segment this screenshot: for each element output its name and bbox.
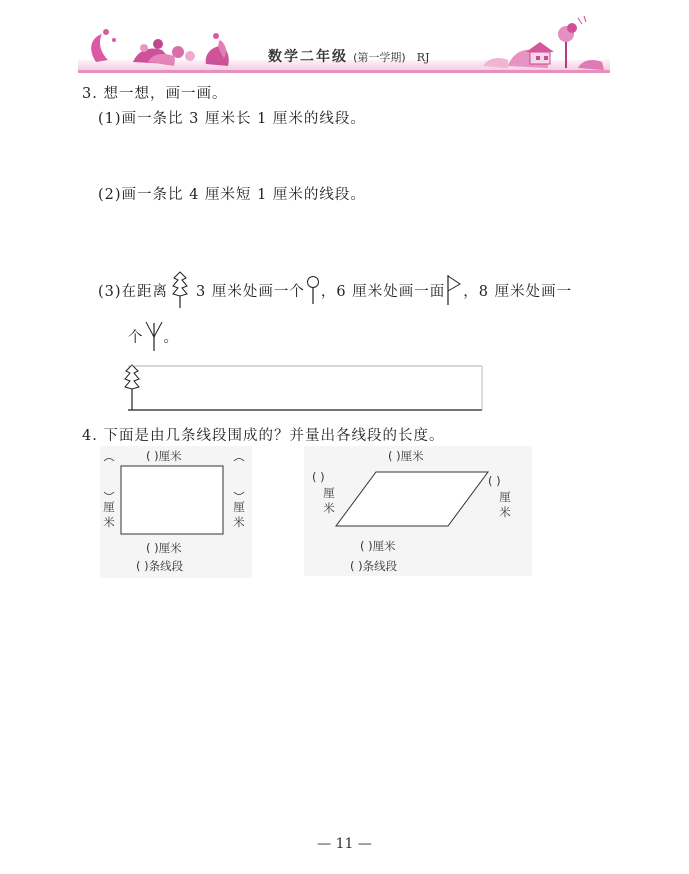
header-title-group <box>268 46 429 66</box>
para-bottom-label: ( )厘米 <box>360 539 396 553</box>
q3-part1: (1)画一条比 3 厘米长 1 厘米的线段。 <box>98 111 366 127</box>
q3-part2: (2)画一条比 4 厘米短 1 厘米的线段。 <box>98 187 366 203</box>
para-right-paren: ( ) <box>488 474 501 488</box>
rect-right-unit-2: 米 <box>233 515 245 529</box>
q3-drawing-area <box>118 360 488 416</box>
header-term: (第一学期) <box>353 51 406 64</box>
rect-left-unit-1: 厘 <box>103 500 115 514</box>
rect-figure <box>100 446 252 578</box>
q3-part3-line <box>98 270 572 310</box>
rect-count-label: ( )条线段 <box>136 559 184 573</box>
header-title: 数学二年级 <box>268 49 348 65</box>
para-left-unit <box>322 486 336 516</box>
para-top-label: ( )厘米 <box>388 449 424 463</box>
parallelogram-figure <box>304 446 532 576</box>
rect-right-unit <box>232 500 246 530</box>
q3-part3-e: 个 <box>128 329 144 346</box>
para-count-label: ( )条线段 <box>350 559 398 573</box>
q4-title: 4. 下面是由几条线段围成的？并量出各线段的长度。 <box>82 428 445 444</box>
q3-part3-a: (3)在距离 <box>98 283 169 300</box>
para-right-unit <box>498 490 512 520</box>
page-header <box>78 10 610 74</box>
lamp-icon <box>305 274 321 306</box>
q3-part3-line2 <box>128 318 179 354</box>
para-right-unit-2: 米 <box>499 505 511 519</box>
rect-right-unit-1: 厘 <box>233 500 245 514</box>
tree-icon <box>168 270 192 310</box>
para-right-unit-1: 厘 <box>499 490 511 504</box>
rect-bottom-label: ( )厘米 <box>146 541 182 555</box>
q3-part3-b: 3 厘米处画一个 <box>196 283 305 300</box>
q3-part3-c: ，6 厘米处画一面 <box>320 283 446 300</box>
rect-left-unit <box>102 500 116 530</box>
q3-part3-d: ，8 厘米处画一 <box>463 283 573 300</box>
page-number: — 11 — <box>317 836 372 852</box>
q3-part3-f: 。 <box>163 329 179 346</box>
para-left-unit-1: 厘 <box>323 486 335 500</box>
header-edition: RJ <box>416 51 430 64</box>
para-left-unit-2: 米 <box>323 501 335 515</box>
rect-top-label: ( )厘米 <box>146 449 182 463</box>
q3-title: 3. 想一想，画一画。 <box>82 86 228 102</box>
flag-icon <box>445 273 463 307</box>
pennant-icon <box>144 319 164 353</box>
rect-left-unit-2: 米 <box>103 515 115 529</box>
para-left-paren: ( ) <box>312 470 325 484</box>
